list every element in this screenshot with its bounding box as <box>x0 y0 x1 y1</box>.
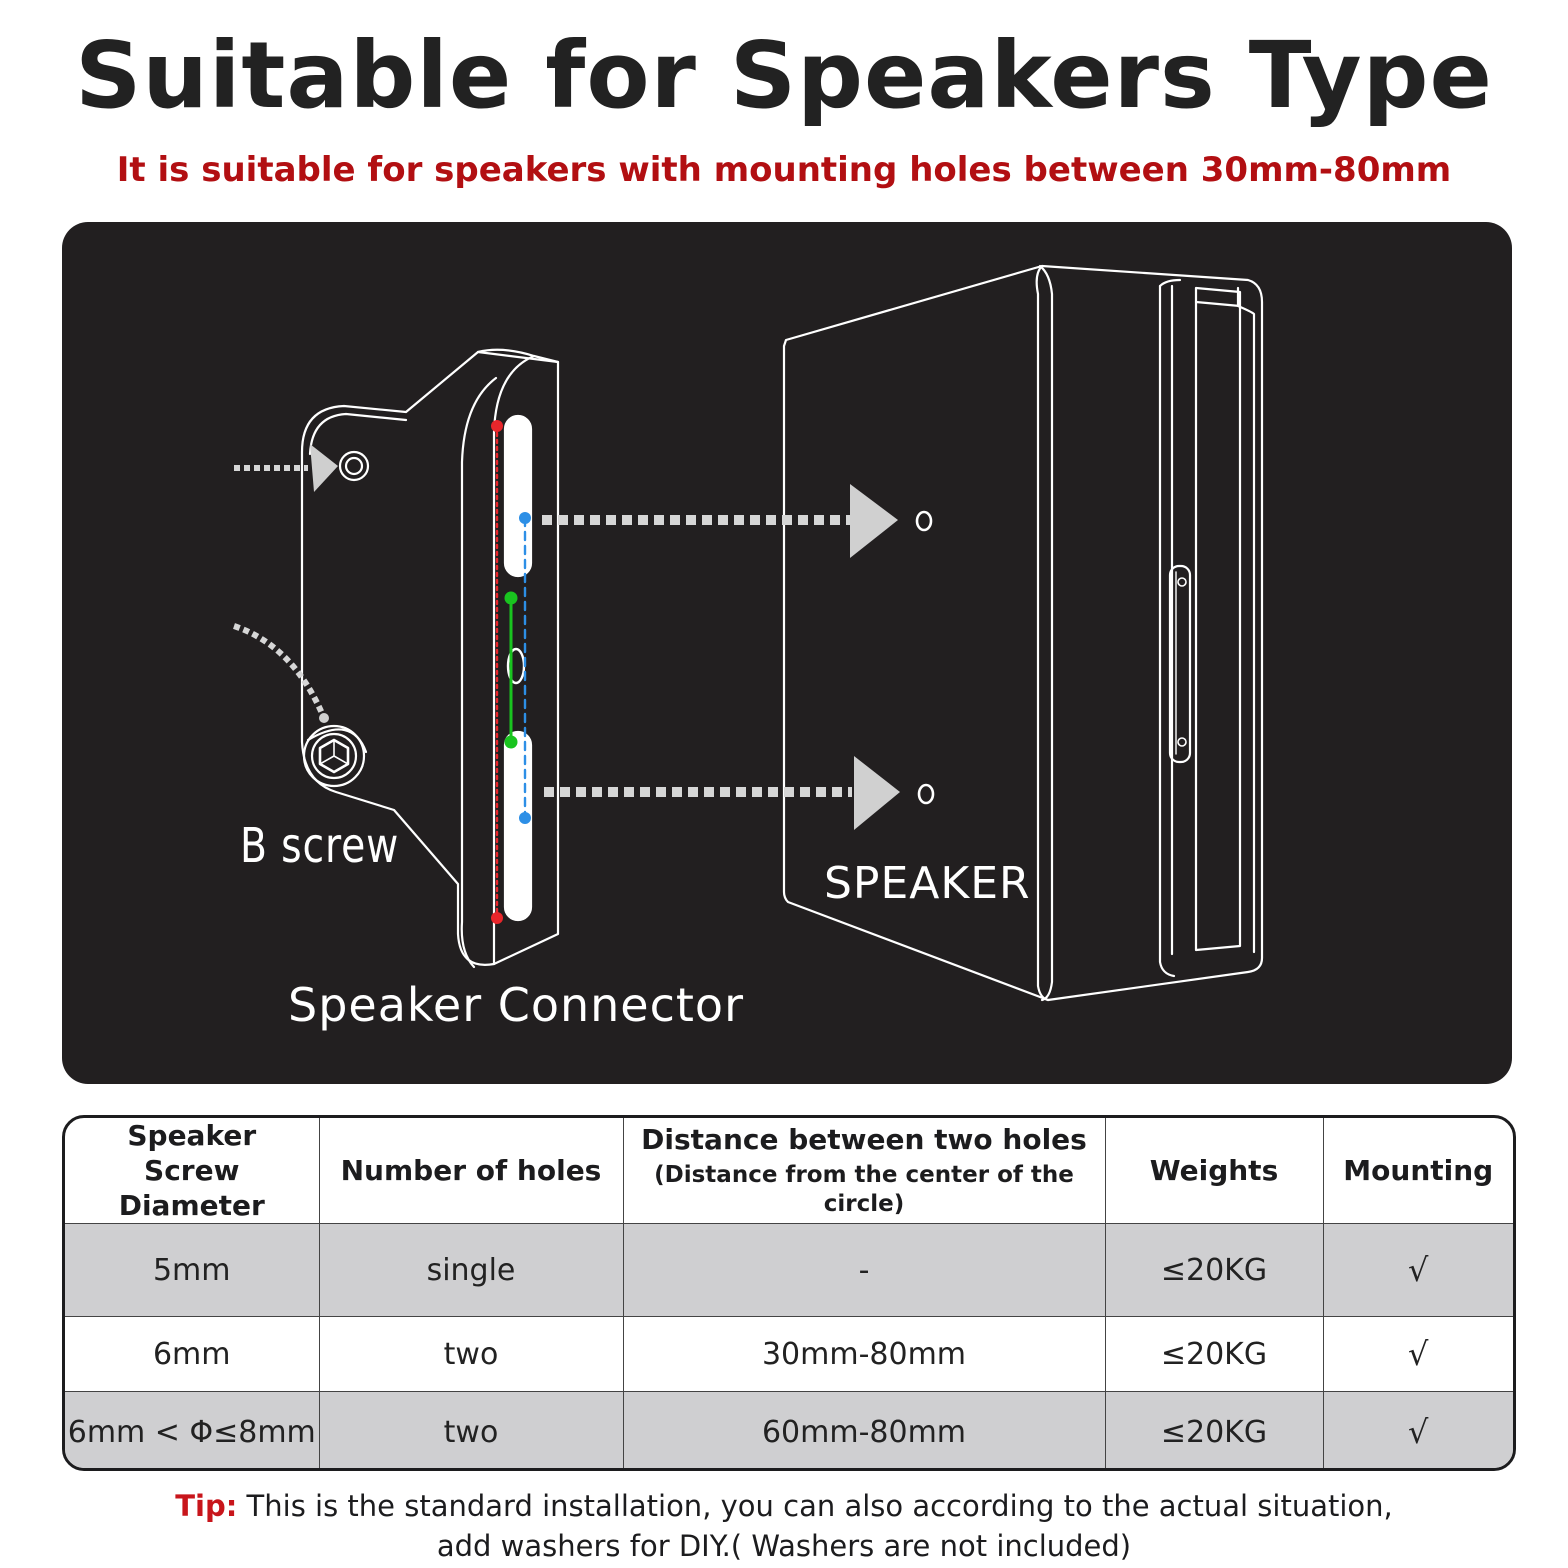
b-screw-label: B screw <box>240 818 400 874</box>
cell-weights: ≤20KG <box>1105 1224 1323 1317</box>
guide-line-screw <box>234 626 324 718</box>
header-mounting: Mounting <box>1323 1118 1513 1224</box>
cell-mounting-check: √ <box>1323 1224 1513 1317</box>
cell-distance: 30mm-80mm <box>623 1317 1105 1392</box>
tip-line-1 <box>0 1486 1568 1526</box>
cell-holes: two <box>319 1317 623 1392</box>
table-header-row <box>65 1118 1513 1224</box>
marker-red-top <box>491 420 503 432</box>
connector-slot-upper <box>505 416 531 576</box>
cell-distance: 60mm-80mm <box>623 1392 1105 1472</box>
tip-note <box>0 1486 1568 1566</box>
table-row <box>65 1224 1513 1317</box>
arrow-head-lower <box>854 756 900 830</box>
marker-green-top <box>505 592 518 605</box>
page-title: Suitable for Speakers Type <box>75 22 1493 129</box>
speaker-hole-upper <box>917 512 931 530</box>
installation-diagram-panel <box>62 222 1512 1084</box>
marker-blue-top <box>519 512 531 524</box>
page-subtitle: It is suitable for speakers with mounting holes between 30mm-80mm <box>116 150 1452 190</box>
tip-text-1: This is the standard installation, you can also according to the actual situation, <box>237 1489 1393 1523</box>
cell-distance: - <box>623 1224 1105 1317</box>
speaker-connector-label: Speaker Connector <box>288 978 744 1032</box>
cell-weights: ≤20KG <box>1105 1392 1323 1472</box>
header-diameter: Speaker Screw Diameter <box>65 1118 319 1224</box>
tip-label: Tip: <box>175 1489 238 1523</box>
tip-line-2: add washers for DIY.( Washers are not included) <box>436 1529 1132 1563</box>
bracket-hole <box>340 452 368 480</box>
marker-blue-bottom <box>519 812 531 824</box>
cell-diameter: 5mm <box>65 1224 319 1317</box>
marker-red-bottom <box>491 912 503 924</box>
marker-green-bottom <box>505 736 518 749</box>
arrow-head-upper <box>850 484 898 558</box>
header-distance-subtitle: (Distance from the center of the circle) <box>654 1162 1074 1217</box>
cell-diameter: 6mm < Φ≤8mm <box>65 1392 319 1472</box>
arrow-head-hole <box>310 444 338 492</box>
cell-weights: ≤20KG <box>1105 1317 1323 1392</box>
speaker-hole-lower <box>919 785 933 803</box>
speaker-label: SPEAKER <box>824 858 1031 909</box>
spec-table <box>65 1118 1513 1471</box>
header-holes: Number of holes <box>319 1118 623 1224</box>
header-distance <box>623 1118 1105 1224</box>
cell-holes: single <box>319 1224 623 1317</box>
table-row <box>65 1392 1513 1472</box>
connector-slot-lower <box>505 732 531 920</box>
cell-holes: two <box>319 1392 623 1472</box>
installation-diagram <box>62 222 1512 1084</box>
cell-mounting-check: √ <box>1323 1317 1513 1392</box>
header-distance-title: Distance between two holes <box>641 1123 1087 1157</box>
cell-diameter: 6mm <box>65 1317 319 1392</box>
table-row <box>65 1317 1513 1392</box>
spec-table-container <box>62 1115 1516 1471</box>
cell-mounting-check: √ <box>1323 1392 1513 1472</box>
header-weights: Weights <box>1105 1118 1323 1224</box>
